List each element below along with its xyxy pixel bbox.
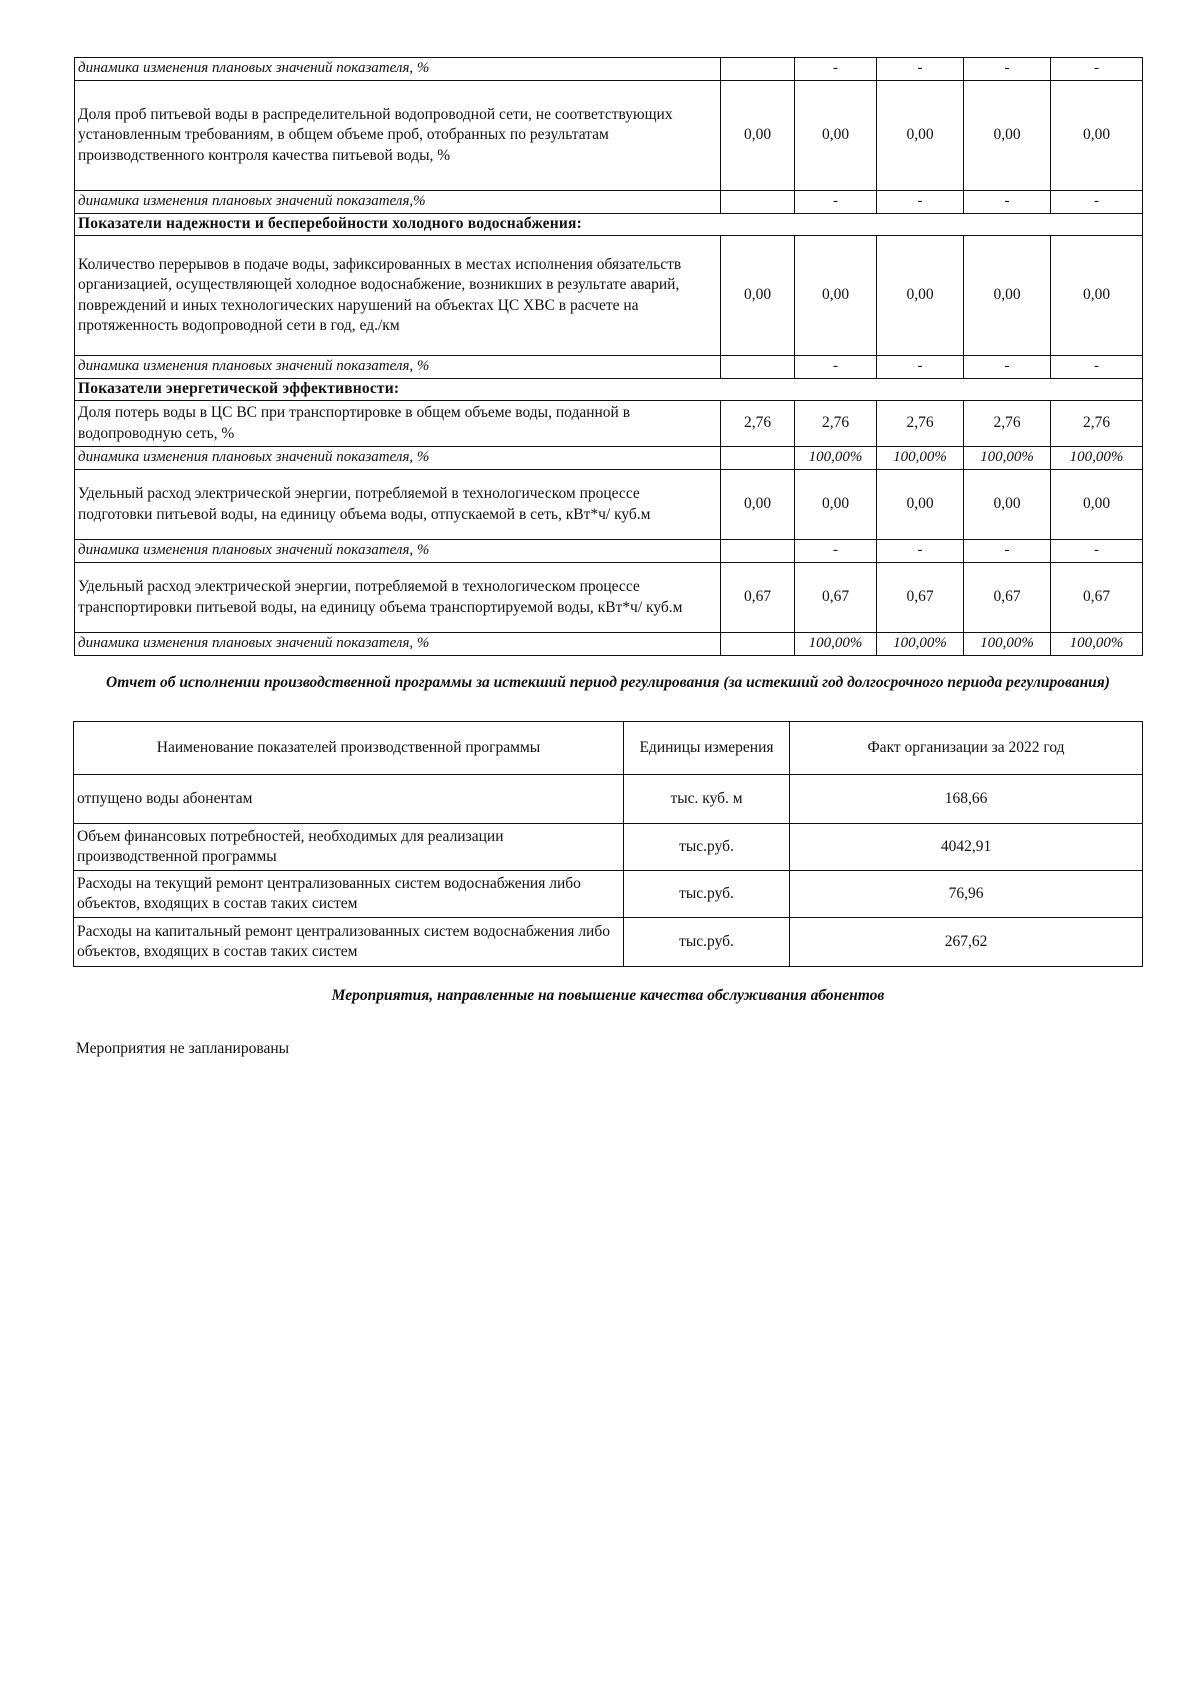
value-cell: 100,00%: [964, 447, 1051, 470]
value-cell: -: [795, 191, 877, 214]
row-label: динамика изменения плановых значений показателя, %: [75, 540, 721, 563]
value-cell: 100,00%: [795, 633, 877, 656]
row-label: Удельный расход электрической энергии, потребляемой в технологическом процессе транспортировки питьевой воды, на единицу объема транспортируемой воды, кВт*ч/ куб.м: [75, 563, 721, 633]
value-cell: 2,76: [721, 401, 795, 447]
report-row-fact: 168,66: [790, 775, 1143, 824]
report-row-unit: тыс.руб.: [624, 824, 790, 871]
section-title: Показатели надежности и бесперебойности холодного водоснабжения:: [75, 214, 1143, 236]
value-cell: 0,67: [795, 563, 877, 633]
value-cell: 0,67: [721, 563, 795, 633]
dynamics-row: [75, 633, 1143, 656]
value-cell: -: [877, 356, 964, 379]
indicator-row: [75, 401, 1143, 447]
dynamics-row: [75, 58, 1143, 81]
value-cell: -: [795, 356, 877, 379]
value-cell: 100,00%: [877, 633, 964, 656]
value-cell: -: [1051, 191, 1143, 214]
report-row: [74, 871, 1143, 918]
value-cell: 2,76: [877, 401, 964, 447]
value-cell: 0,00: [877, 236, 964, 356]
report-row: [74, 918, 1143, 967]
report-header-row: [74, 722, 1143, 775]
value-cell: -: [795, 58, 877, 81]
value-cell: 100,00%: [1051, 633, 1143, 656]
report-row-unit: тыс. куб. м: [624, 775, 790, 824]
value-cell: 0,00: [1051, 236, 1143, 356]
value-cell: [721, 356, 795, 379]
measures-heading: Мероприятия, направленные на повышение качества обслуживания абонентов: [331, 987, 885, 1004]
value-cell: 0,00: [795, 236, 877, 356]
row-label: динамика изменения плановых значений показателя, %: [75, 356, 721, 379]
report-heading: Отчет об исполнении производственной программы за истекший период регулирования (за истекший год долгосрочного периода регулирования): [106, 674, 1110, 691]
indicator-row: [75, 470, 1143, 540]
indicator-row: [75, 563, 1143, 633]
value-cell: -: [964, 191, 1051, 214]
value-cell: 0,00: [795, 81, 877, 191]
report-row-unit: тыс.руб.: [624, 871, 790, 918]
value-cell: 2,76: [1051, 401, 1143, 447]
dynamics-row: [75, 356, 1143, 379]
row-label: Количество перерывов в подаче воды, зафиксированных в местах исполнения обязательств организацией, осуществляющей холодное водоснабжение, возникших в результате аварий, повреждений и иных технологических нарушений на объектах ЦС ХВС в расчете на протяженность водопроводной сети в год, ед./км: [75, 236, 721, 356]
dynamics-row: [75, 191, 1143, 214]
value-cell: -: [964, 540, 1051, 563]
indicator-row: [75, 81, 1143, 191]
value-cell: 2,76: [964, 401, 1051, 447]
report-row: [74, 824, 1143, 871]
value-cell: 0,00: [1051, 470, 1143, 540]
value-cell: 0,67: [1051, 563, 1143, 633]
row-label: динамика изменения плановых значений показателя, %: [75, 58, 721, 81]
value-cell: 0,00: [964, 236, 1051, 356]
section-title: Показатели энергетической эффективности:: [75, 379, 1143, 401]
value-cell: -: [1051, 540, 1143, 563]
report-row-fact: 76,96: [790, 871, 1143, 918]
report-row-name: Расходы на капитальный ремонт централизованных систем водоснабжения либо объектов, входящих в состав таких систем: [74, 918, 624, 967]
value-cell: -: [1051, 356, 1143, 379]
indicator-row: [75, 236, 1143, 356]
value-cell: 0,00: [795, 470, 877, 540]
row-label: Доля проб питьевой воды в распределительной водопроводной сети, не соответствующих установленным требованиям, в общем объеме проб, отобранных по результатам производственного контроля качества питьевой воды, %: [75, 81, 721, 191]
report-row-name: Объем финансовых потребностей, необходимых для реализации производственной программы: [74, 824, 624, 871]
report-row-name: отпущено воды абонентам: [74, 775, 624, 824]
section-row: [75, 214, 1143, 236]
value-cell: -: [964, 58, 1051, 81]
row-label: динамика изменения плановых значений показателя, %: [75, 633, 721, 656]
value-cell: -: [1051, 58, 1143, 81]
row-label: динамика изменения плановых значений показателя, %: [75, 447, 721, 470]
value-cell: 0,00: [721, 470, 795, 540]
report-table: [73, 721, 1143, 967]
value-cell: [721, 58, 795, 81]
report-row-unit: тыс.руб.: [624, 918, 790, 967]
value-cell: 0,67: [877, 563, 964, 633]
value-cell: -: [877, 58, 964, 81]
value-cell: 0,00: [964, 470, 1051, 540]
row-label: Доля потерь воды в ЦС ВС при транспортировке в общем объеме воды, поданной в водопроводную сеть, %: [75, 401, 721, 447]
value-cell: 100,00%: [795, 447, 877, 470]
dynamics-row: [75, 447, 1143, 470]
report-row-fact: 4042,91: [790, 824, 1143, 871]
column-header-fact: Факт организации за 2022 год: [790, 722, 1143, 775]
value-cell: 0,00: [721, 236, 795, 356]
dynamics-row: [75, 540, 1143, 563]
section-row: [75, 379, 1143, 401]
row-label: динамика изменения плановых значений показателя,%: [75, 191, 721, 214]
report-row-fact: 267,62: [790, 918, 1143, 967]
value-cell: -: [877, 191, 964, 214]
value-cell: -: [795, 540, 877, 563]
value-cell: 0,00: [721, 81, 795, 191]
value-cell: 0,00: [964, 81, 1051, 191]
value-cell: 0,67: [964, 563, 1051, 633]
value-cell: [721, 633, 795, 656]
value-cell: 2,76: [795, 401, 877, 447]
column-header-unit: Единицы измерения: [624, 722, 790, 775]
report-row-name: Расходы на текущий ремонт централизованных систем водоснабжения либо объектов, входящих в состав таких систем: [74, 871, 624, 918]
value-cell: -: [877, 540, 964, 563]
value-cell: 100,00%: [964, 633, 1051, 656]
value-cell: 0,00: [877, 81, 964, 191]
column-header-name: Наименование показателей производственной программы: [74, 722, 624, 775]
value-cell: -: [964, 356, 1051, 379]
row-label: Удельный расход электрической энергии, потребляемой в технологическом процессе подготовки питьевой воды, на единицу объема воды, отпускаемой в сеть, кВт*ч/ куб.м: [75, 470, 721, 540]
measures-text: Мероприятия не запланированы: [76, 1040, 290, 1057]
indicators-table: [74, 57, 1143, 656]
report-row: [74, 775, 1143, 824]
value-cell: 100,00%: [877, 447, 964, 470]
value-cell: 100,00%: [1051, 447, 1143, 470]
value-cell: [721, 540, 795, 563]
value-cell: 0,00: [1051, 81, 1143, 191]
value-cell: [721, 191, 795, 214]
value-cell: 0,00: [877, 470, 964, 540]
value-cell: [721, 447, 795, 470]
